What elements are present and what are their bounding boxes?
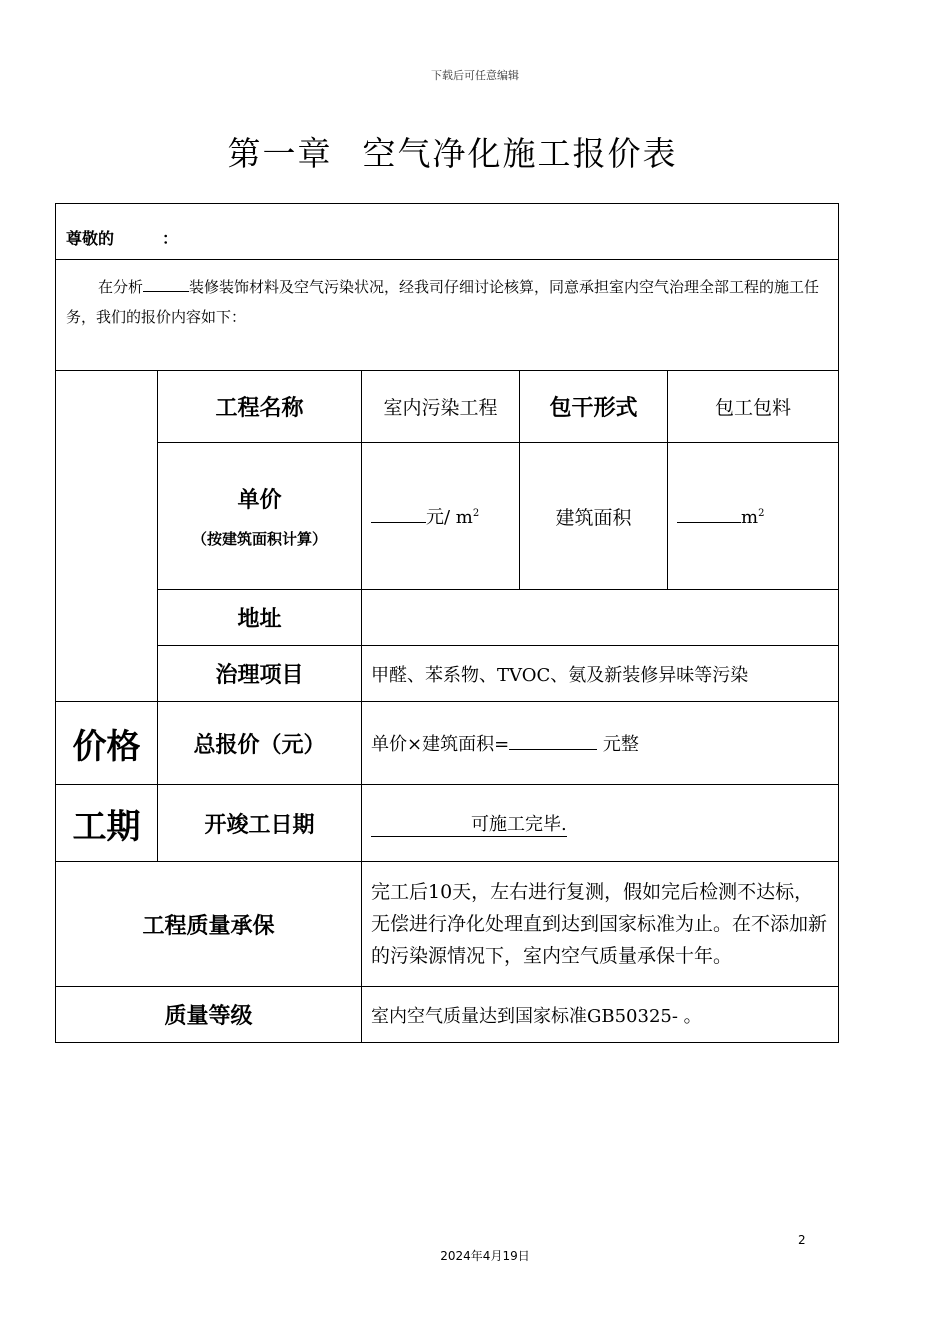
area-blank [677, 505, 741, 523]
project-name-value: 室内污染工程 [362, 371, 520, 443]
salutation-row [56, 204, 839, 260]
page-number: 2 [798, 1233, 806, 1247]
title-text: 空气净化施工报价表 [362, 134, 678, 173]
unit-price-label-cell [158, 443, 362, 590]
contract-form-label: 包干形式 [520, 371, 668, 443]
unit-price-row [56, 443, 839, 590]
unit-price-blank [371, 505, 426, 523]
unit-price-sup: 2 [472, 508, 480, 519]
address-value [362, 590, 839, 646]
address-row [56, 590, 839, 646]
intro-paragraph [56, 260, 839, 371]
contract-form-value: 包工包料 [668, 371, 839, 443]
client-name-blank [143, 275, 189, 292]
total-formula: 单价×建筑面积= [371, 734, 510, 755]
dates-text: 可施工完毕. [471, 813, 567, 835]
left-blank-cell [56, 371, 158, 702]
unit-price-sublabel: （按建筑面积计算） [191, 530, 327, 548]
area-value [668, 443, 839, 590]
total-price-value [362, 702, 839, 785]
footer-date: 2024年4月19日 [440, 1249, 530, 1263]
page-title [0, 128, 905, 175]
treatment-value: 甲醛、苯系物、TVOC、氨及新装修异味等污染 [362, 646, 839, 702]
area-label: 建筑面积 [520, 443, 668, 590]
header-note: 下载后可任意编辑 [431, 69, 519, 82]
dates-value [362, 785, 839, 862]
treatment-row [56, 646, 839, 702]
total-blank [509, 732, 597, 750]
unit-price-unit: 元/ m [426, 507, 473, 528]
unit-price-label: 单价 [237, 488, 282, 513]
total-price-label: 总报价（元） [158, 702, 362, 785]
area-sup: 2 [758, 507, 765, 519]
period-row [56, 785, 839, 862]
unit-price-value [362, 443, 520, 590]
dates-label: 开竣工日期 [158, 785, 362, 862]
warranty-label: 工程质量承保 [56, 862, 362, 987]
grade-label: 质量等级 [56, 987, 362, 1043]
quotation-table [55, 203, 839, 1043]
dates-underline [371, 810, 567, 837]
area-unit: m [741, 506, 759, 528]
project-name-row [56, 371, 839, 443]
intro-text-before: 在分析 [98, 278, 144, 296]
treatment-label: 治理项目 [158, 646, 362, 702]
price-row [56, 702, 839, 785]
price-group-label: 价格 [56, 702, 158, 785]
period-group-label: 工期 [56, 785, 158, 862]
intro-text-after: 装修装饰材料及空气污染状况，经我司仔细讨论核算，同意承担室内空气治理全部工程的施工任务，我们的报价内容如下： [66, 278, 820, 326]
warranty-row [56, 862, 839, 987]
total-suffix: 元整 [597, 734, 639, 755]
grade-row [56, 987, 839, 1043]
warranty-value: 完工后10天，左右进行复测，假如完后检测不达标，无偿进行净化处理直到达到国家标准为止。在不添加新的污染源情况下，室内空气质量承保十年。 [362, 862, 839, 987]
title-chapter: 第一章 [227, 134, 333, 173]
project-name-label: 工程名称 [158, 371, 362, 443]
intro-row [56, 260, 839, 371]
address-label: 地址 [158, 590, 362, 646]
salutation: 尊敬的 ： [56, 204, 839, 260]
grade-value: 室内空气质量达到国家标准GB50325- 。 [362, 987, 839, 1043]
